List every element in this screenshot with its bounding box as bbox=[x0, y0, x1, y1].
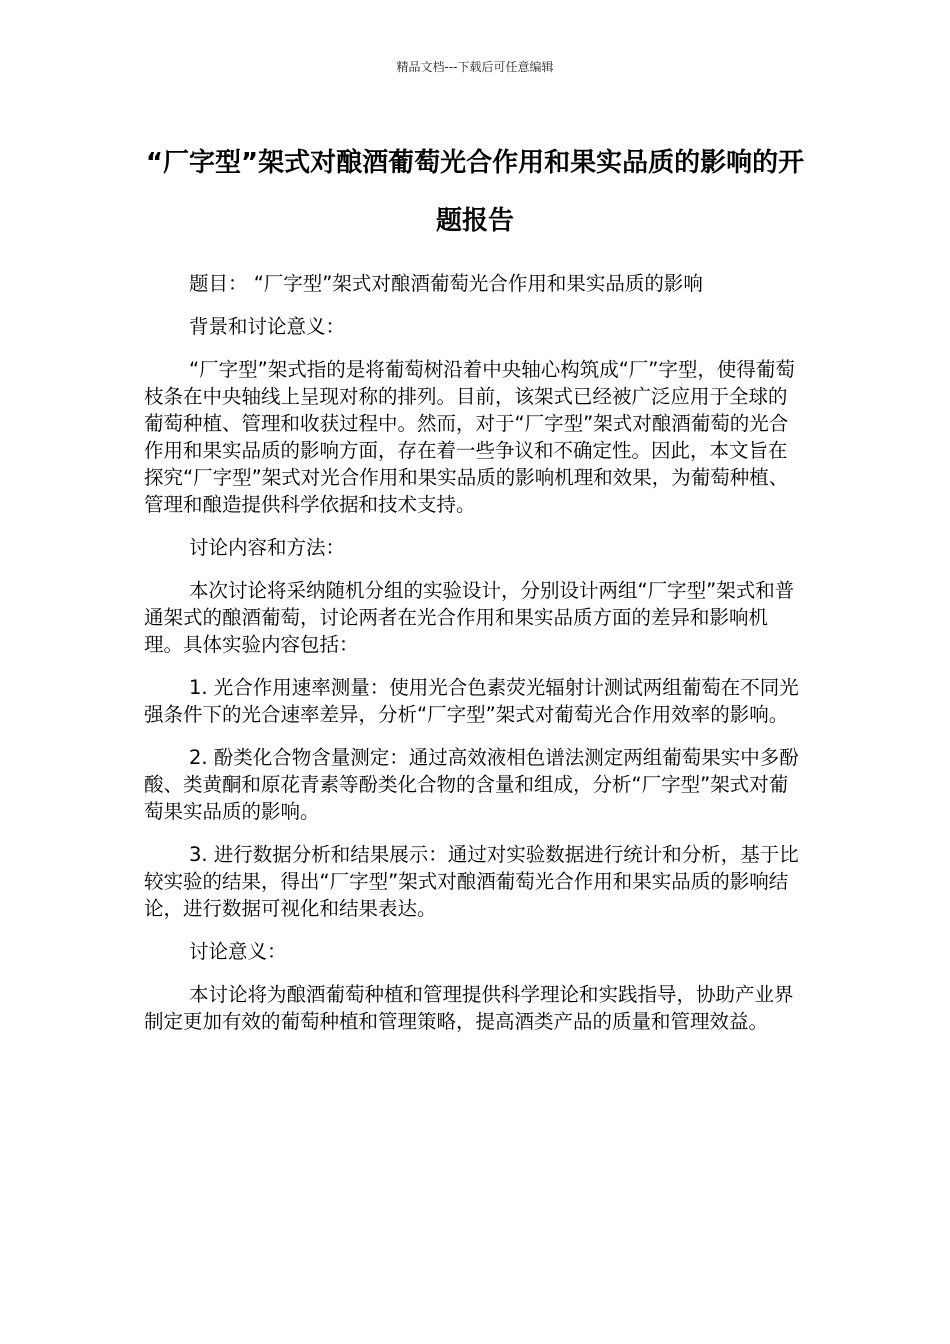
significance-heading: 讨论意义： bbox=[189, 940, 287, 963]
method-item-1: 1. 光合作用速率测量：使用光合色素荧光辐射计测试两组葡萄在不同光强条件下的光合速率差异，分析“厂字型”架式对葡萄光合作用效率的影响。 bbox=[144, 676, 799, 726]
method-item-3: 3. 进行数据分析和结果展示：通过对实验数据进行统计和分析，基于比较实验的结果，得出“厂字型”架式对酿酒葡萄光合作用和果实品质的影响结论，进行数据可视化和结果表达。 bbox=[144, 843, 799, 920]
page-header-note: 精品文档---下载后可任意编辑 bbox=[396, 60, 554, 74]
background-heading: 背景和讨论意义： bbox=[189, 315, 346, 338]
significance-paragraph: 本讨论将为酿酒葡萄种植和管理提供科学理论和实践指导，协助产业界制定更加有效的葡萄种植和管理策略，提高酒类产品的质量和管理效益。 bbox=[144, 983, 794, 1033]
document-body bbox=[144, 270, 802, 1051]
method-item-2: 2. 酚类化合物含量测定：通过高效液相色谱法测定两组葡萄果实中多酚酸、类黄酮和原花青素等酚类化合物的含量和组成，分析“厂字型”架式对葡萄果实品质的影响。 bbox=[144, 746, 799, 823]
background-paragraph: “厂字型”架式指的是将葡萄树沿着中央轴心构筑成“厂”字型，使得葡萄枝条在中央轴线上呈现对称的排列。目前，该架式已经被广泛应用于全球的葡萄种植、管理和收获过程中。然而，对于“厂字型”架式对酿酒葡萄的光合作用和果实品质的影响方面，存在着一些争议和不确定性。因此，本文旨在探究“厂字型”架式对光合作用和果实品质的影响机理和效果，为葡萄种植、管理和酿造提供科学依据和技术支持。 bbox=[144, 358, 795, 516]
methods-heading: 讨论内容和方法： bbox=[189, 536, 346, 559]
document-title: “厂字型”架式对酿酒葡萄光合作用和果实品质的影响的开题报告 bbox=[145, 148, 805, 236]
subject-line: 题目： “厂字型”架式对酿酒葡萄光合作用和果实品质的影响 bbox=[189, 272, 703, 295]
methods-paragraph: 本次讨论将采纳随机分组的实验设计，分别设计两组“厂字型”架式和普通架式的酿酒葡萄，讨论两者在光合作用和果实品质方面的差异和影响机理。具体实验内容包括： bbox=[144, 579, 795, 656]
